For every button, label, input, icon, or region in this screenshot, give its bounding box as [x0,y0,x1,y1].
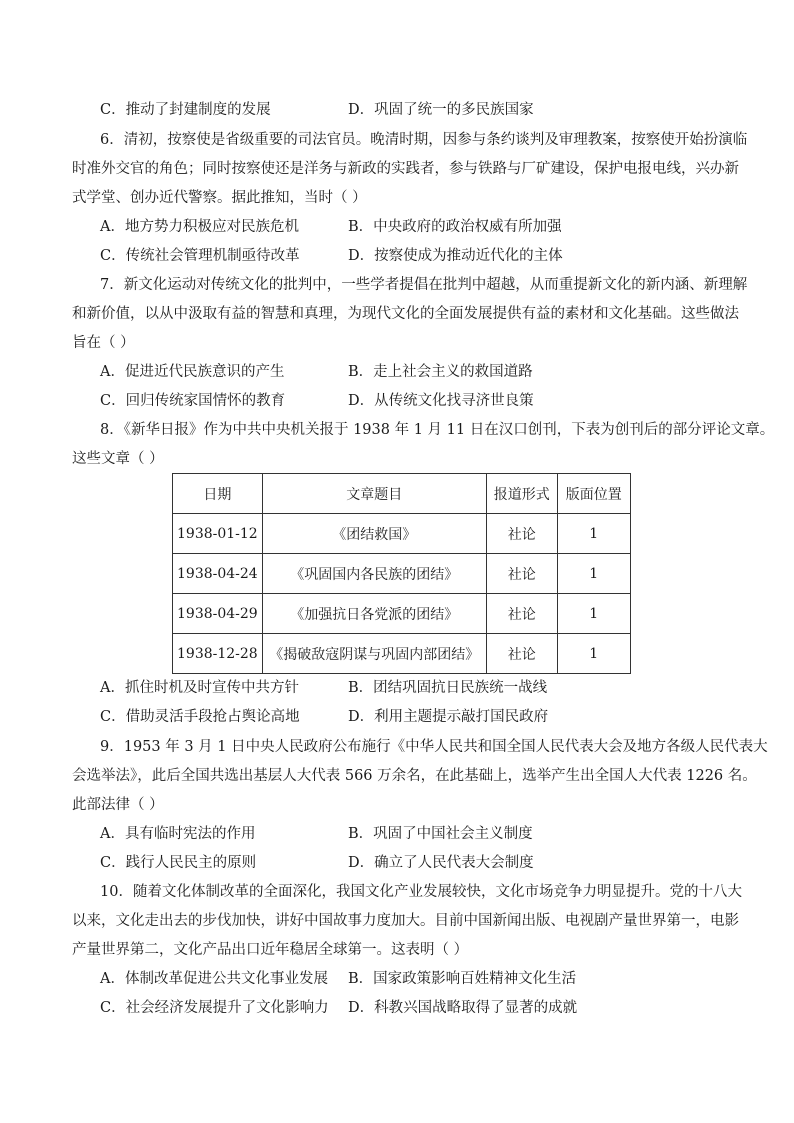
table-header-date: 日期 [173,474,263,514]
q6-stem-line-2: 时准外交官的角色；同时按察使还是洋务与新政的实践者，参与铁路与厂矿建设，保护电报电线，兴办新 [72,161,739,177]
q10-stem-line-2: 以来，文化走出去的步伐加快，讲好中国故事力度加大。目前中国新闻出版、电视剧产量世界第一，电影 [72,913,739,929]
table-cell-form: 社论 [486,514,557,554]
q8-stem-line-2: 这些文章（ ） [72,451,164,467]
q5-option-c: C．推动了封建制度的发展 [100,102,271,118]
q8-option-c: C．借助灵活手段抢占舆论高地 [100,709,300,725]
table-header-row [173,474,631,514]
newspaper-articles-table [172,473,631,674]
q10-option-a: A．体制改革促进公共文化事业发展 [100,971,328,987]
table-cell-date: 1938-04-24 [173,554,263,594]
table-row [173,594,631,634]
table-cell-title: 《加强抗日各党派的团结》 [262,594,486,634]
table-cell-position: 1 [557,594,630,634]
table-cell-title: 《揭破敌寇阴谋与巩固内部团结》 [262,634,486,674]
table-cell-title: 《巩固国内各民族的团结》 [262,554,486,594]
q9-stem-line-1: 9．1953 年 3 月 1 日中央人民政府公布施行《中华人民共和国全国人民代表大会及地方各级人民代表大 [100,739,768,755]
table-row [173,554,631,594]
q7-stem-line-1: 7．新文化运动对传统文化的批判中，一些学者提倡在批判中超越，从而重提新文化的新内涵、新理解 [100,277,748,293]
table-header-position: 版面位置 [557,474,630,514]
table-cell-form: 社论 [486,634,557,674]
q9-stem-line-2: 会选举法》，此后全国共选出基层人大代表 566 万余名，在此基础上，选举产生出全国人大代表 1226 名。 [72,768,757,784]
table-cell-title: 《团结救国》 [262,514,486,554]
table-cell-form: 社论 [486,594,557,634]
q6-option-d: D．按察使成为推动近代化的主体 [348,248,563,264]
q7-option-d: D．从传统文化找寻济世良策 [348,393,534,409]
table-cell-date: 1938-04-29 [173,594,263,634]
q8-option-d: D．利用主题提示敲打国民政府 [348,709,549,725]
q7-option-c: C．回归传统家国情怀的教育 [100,393,286,409]
q10-option-b: B．国家政策影响百姓精神文化生活 [348,971,577,987]
table-cell-position: 1 [557,514,630,554]
q7-option-b: B．走上社会主义的救国道路 [348,364,533,380]
q10-stem-line-1: 10．随着文化体制改革的全面深化，我国文化产业发展较快，文化市场竞争力明显提升。党的十八大 [100,884,742,900]
table-header-form: 报道形式 [486,474,557,514]
table-header-title: 文章题目 [262,474,486,514]
q9-option-a: A．具有临时宪法的作用 [100,826,256,842]
table-cell-position: 1 [557,554,630,594]
q10-option-d: D．科教兴国战略取得了显著的成就 [348,1000,578,1016]
q9-option-c: C．践行人民民主的原则 [100,855,257,871]
table-cell-date: 1938-01-12 [173,514,263,554]
table-cell-form: 社论 [486,554,557,594]
q8-stem-line-1: 8．《新华日报》作为中共中央机关报于 1938 年 1 月 11 日在汉口创刊，下表为创刊后的部分评论文章。 [100,422,775,438]
q10-stem-line-3: 产量世界第二，文化产品出口近年稳居全球第一。这表明（ ） [72,942,469,958]
q6-stem-line-3: 式学堂、创办近代警察。据此推知，当时（ ） [72,190,367,206]
q7-stem-line-3: 旨在（ ） [72,335,135,351]
q9-stem-line-3: 此部法律（ ） [72,797,164,813]
q8-option-b: B．团结巩固抗日民族统一战线 [348,680,548,696]
q9-option-b: B．巩固了中国社会主义制度 [348,826,533,842]
table-cell-position: 1 [557,634,630,674]
q6-option-b: B．中央政府的政治权威有所加强 [348,219,562,235]
q5-option-d: D．巩固了统一的多民族国家 [348,102,534,118]
q10-option-c: C．社会经济发展提升了文化影响力 [100,1000,329,1016]
q6-option-a: A．地方势力积极应对民族危机 [100,219,299,235]
table-row [173,634,631,674]
q6-stem-line-1: 6．清初，按察使是省级重要的司法官员。晚清时期，因参与条约谈判及审理教案，按察使开始扮演临 [100,132,748,148]
q8-option-a: A．抓住时机及时宣传中共方针 [100,680,299,696]
q6-option-c: C．传统社会管理机制亟待改革 [100,248,300,264]
q9-option-d: D．确立了人民代表大会制度 [348,855,534,871]
q7-stem-line-2: 和新价值，以从中汲取有益的智慧和真理，为现代文化的全面发展提供有益的素材和文化基础。这些做法 [72,306,739,322]
q7-option-a: A．促进近代民族意识的产生 [100,364,285,380]
table-row [173,514,631,554]
table-cell-date: 1938-12-28 [173,634,263,674]
